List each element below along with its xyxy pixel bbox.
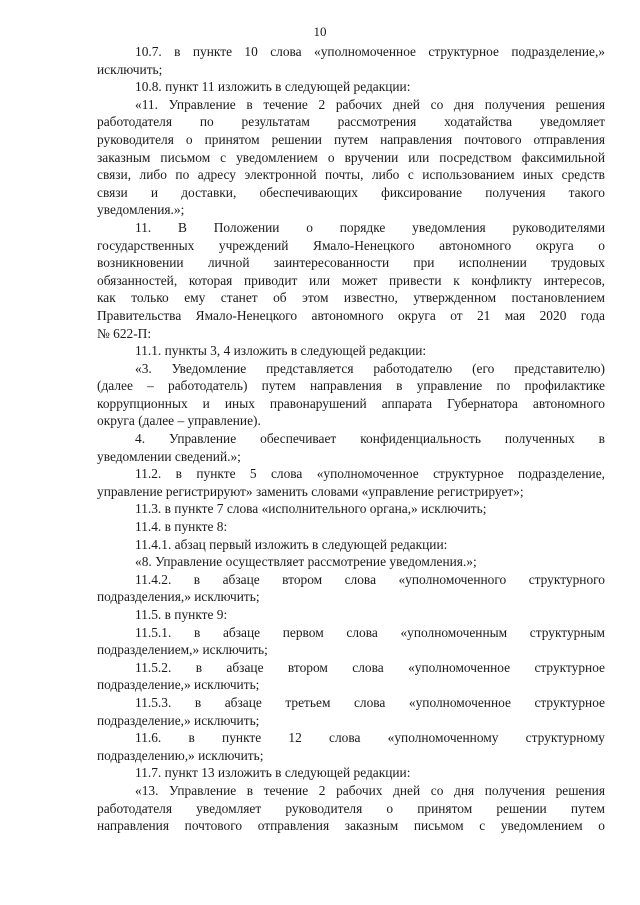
document-body xyxy=(97,43,605,835)
text-line: 11.5.1. в абзаце первом слова «уполномоченным структурным xyxy=(135,624,605,640)
text-line: № 622-П: xyxy=(97,325,152,341)
text-line: 11.4.2. в абзаце втором слова «уполномоченного структурного xyxy=(135,571,605,587)
text-line: заказным письмом с уведомлением о вручении или посредством факсимильной xyxy=(97,149,605,165)
text-line: управление регистрируют» заменить словами «управление регистрирует»; xyxy=(97,483,524,499)
text-line: уведомления.»; xyxy=(97,202,185,218)
text-line: 10.8. пункт 11 изложить в следующей редакции: xyxy=(135,79,411,95)
text-line: 11.4.1. абзац первый изложить в следующей редакции: xyxy=(135,536,448,552)
text-line: подразделением,» исключить; xyxy=(97,642,268,658)
text-line: 11. В Положении о порядке уведомления руководителями xyxy=(135,219,605,235)
text-line: 11.5.2. в абзаце втором слова «уполномоченное структурное xyxy=(135,659,605,675)
text-line: работодателя по результатам рассмотрения ходатайства уведомляет xyxy=(97,114,605,130)
text-line: подразделению,» исключить; xyxy=(97,747,264,763)
text-line: как только ему станет об этом известно, утвержденном постановлением xyxy=(97,290,605,306)
text-line: округа (далее – управление). xyxy=(97,413,261,429)
text-line: подразделения,» исключить; xyxy=(97,589,260,605)
text-line: 11.5. в пункте 9: xyxy=(135,607,228,622)
text-line: «8. Управление осуществляет рассмотрение уведомления.»; xyxy=(135,554,477,570)
page-number: 10 xyxy=(313,24,327,39)
text-line: «3. Уведомление представляется работодателю (его представителю) xyxy=(135,360,605,376)
text-line: направления почтового отправления заказным письмом с уведомлением о xyxy=(97,818,605,834)
text-line: подразделение,» исключить; xyxy=(97,712,260,728)
text-line: 11.3. в пункте 7 слова «исполнительного органа,» исключить; xyxy=(135,501,487,517)
text-line: 4. Управление обеспечивает конфиденциальность полученных в xyxy=(135,431,605,447)
text-line: 10.7. в пункте 10 слова «уполномоченное структурное подразделение,» xyxy=(135,44,605,59)
text-line: государственных учреждений Ямало-Ненецкого автономного округа о xyxy=(97,237,605,253)
text-line: 11.4. в пункте 8: xyxy=(135,519,228,535)
text-line: обязанностей, которая приводит или может привести к конфликту интересов, xyxy=(97,272,605,288)
text-line: возникновении личной заинтересованности при исполнении трудовых xyxy=(97,255,605,271)
text-line: уведомлении сведений.»; xyxy=(97,448,241,464)
text-line: руководителя о принятом решении путем направления почтового отправления xyxy=(97,131,605,147)
text-line: связи, либо по адресу электронной почты, либо с использованием иных средств xyxy=(97,167,605,183)
text-line: 11.6. в пункте 12 слова «уполномоченному структурному xyxy=(135,730,605,746)
text-line: 11.1. пункты 3, 4 изложить в следующей редакции: xyxy=(135,343,427,359)
text-line: Правительства Ямало-Ненецкого автономного округа от 21 мая 2020 года xyxy=(97,307,605,323)
text-line: коррупционных и иных правонарушений аппарата Губернатора автономного xyxy=(97,395,605,411)
text-line: «11. Управление в течение 2 рабочих дней со дня получения решения xyxy=(135,96,605,112)
text-line: 11.2. в пункте 5 слова «уполномоченное структурное подразделение, xyxy=(135,466,605,482)
text-line: работодателя уведомляет руководителя о принятом решении путем xyxy=(97,800,605,816)
text-line: «13. Управление в течение 2 рабочих дней со дня получения решения xyxy=(135,782,605,798)
text-line: исключить; xyxy=(97,61,163,77)
text-line: 11.7. пункт 13 изложить в следующей редакции: xyxy=(135,765,411,781)
text-line: подразделение,» исключить; xyxy=(97,677,260,693)
text-line: 11.5.3. в абзаце третьем слова «уполномоченное структурное xyxy=(135,694,605,710)
text-line: связи и доставки, обеспечивающих фиксирование получения такого xyxy=(97,184,605,200)
text-line: (далее – работодатель) путем направления в управление по профилактике xyxy=(97,378,605,394)
